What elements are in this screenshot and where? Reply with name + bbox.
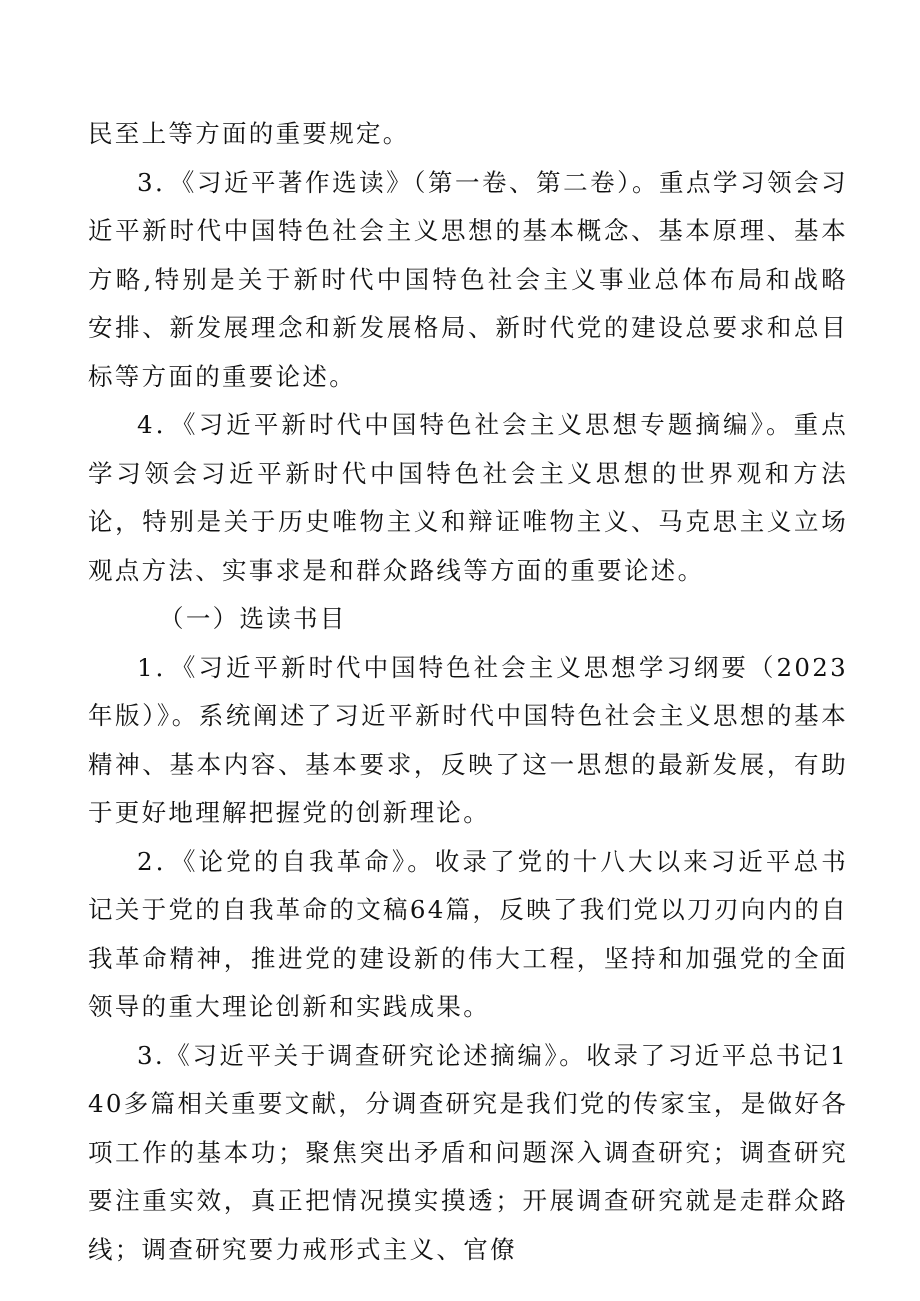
paragraph-item-3: 3．《习近平著作选读》（第一卷、第二卷）。重点学习领会习近平新时代中国特色社会主义思想的基本概念、基本原理、基本方略,特别是关于新时代中国特色社会主义事业总体布局和战略安排、新发展理念和新发展格局、新时代党的建设总要求和总目标等方面的重要论述。	[88, 167, 848, 391]
paragraph-optional-item-3: 3.《习近平关于调查研究论述摘编》。收录了习近平总书记140多篇相关重要文献，分调查研究是我们党的传家宝，是做好各项工作的基本功；聚焦突出矛盾和问题深入调查研究；调查研究要注重实效，真正把情况摸实摸透；开展调查研究就是走群众路线；调查研究要力戒形式主义、官僚	[88, 1040, 848, 1264]
paragraph-item-4: 4．《习近平新时代中国特色社会主义思想专题摘编》。重点学习领会习近平新时代中国特色社会主义思想的世界观和方法论，特别是关于历史唯物主义和辩证唯物主义、马克思主义立场观点方法、实事求是和群众路线等方面的重要论述。	[88, 410, 848, 585]
document-page	[88, 110, 848, 1274]
paragraph-optional-item-1: 1．《习近平新时代中国特色社会主义思想学习纲要（2023年版）》。系统阐述了习近平新时代中国特色社会主义思想的基本精神、基本内容、基本要求，反映了这一思想的最新发展，有助于更好地理解把握党的创新理论。	[88, 652, 848, 827]
paragraph-optional-item-2: 2．《论党的自我革命》。收录了党的十八大以来习近平总书记关于党的自我革命的文稿64篇，反映了我们党以刀刃向内的自我革命精神，推进党的建设新的伟大工程，坚持和加强党的全面领导的重大理论创新和实践成果。	[88, 846, 848, 1021]
paragraph-continued: 民至上等方面的重要规定。	[88, 119, 410, 148]
section-heading: （一）选读书目	[159, 604, 347, 633]
